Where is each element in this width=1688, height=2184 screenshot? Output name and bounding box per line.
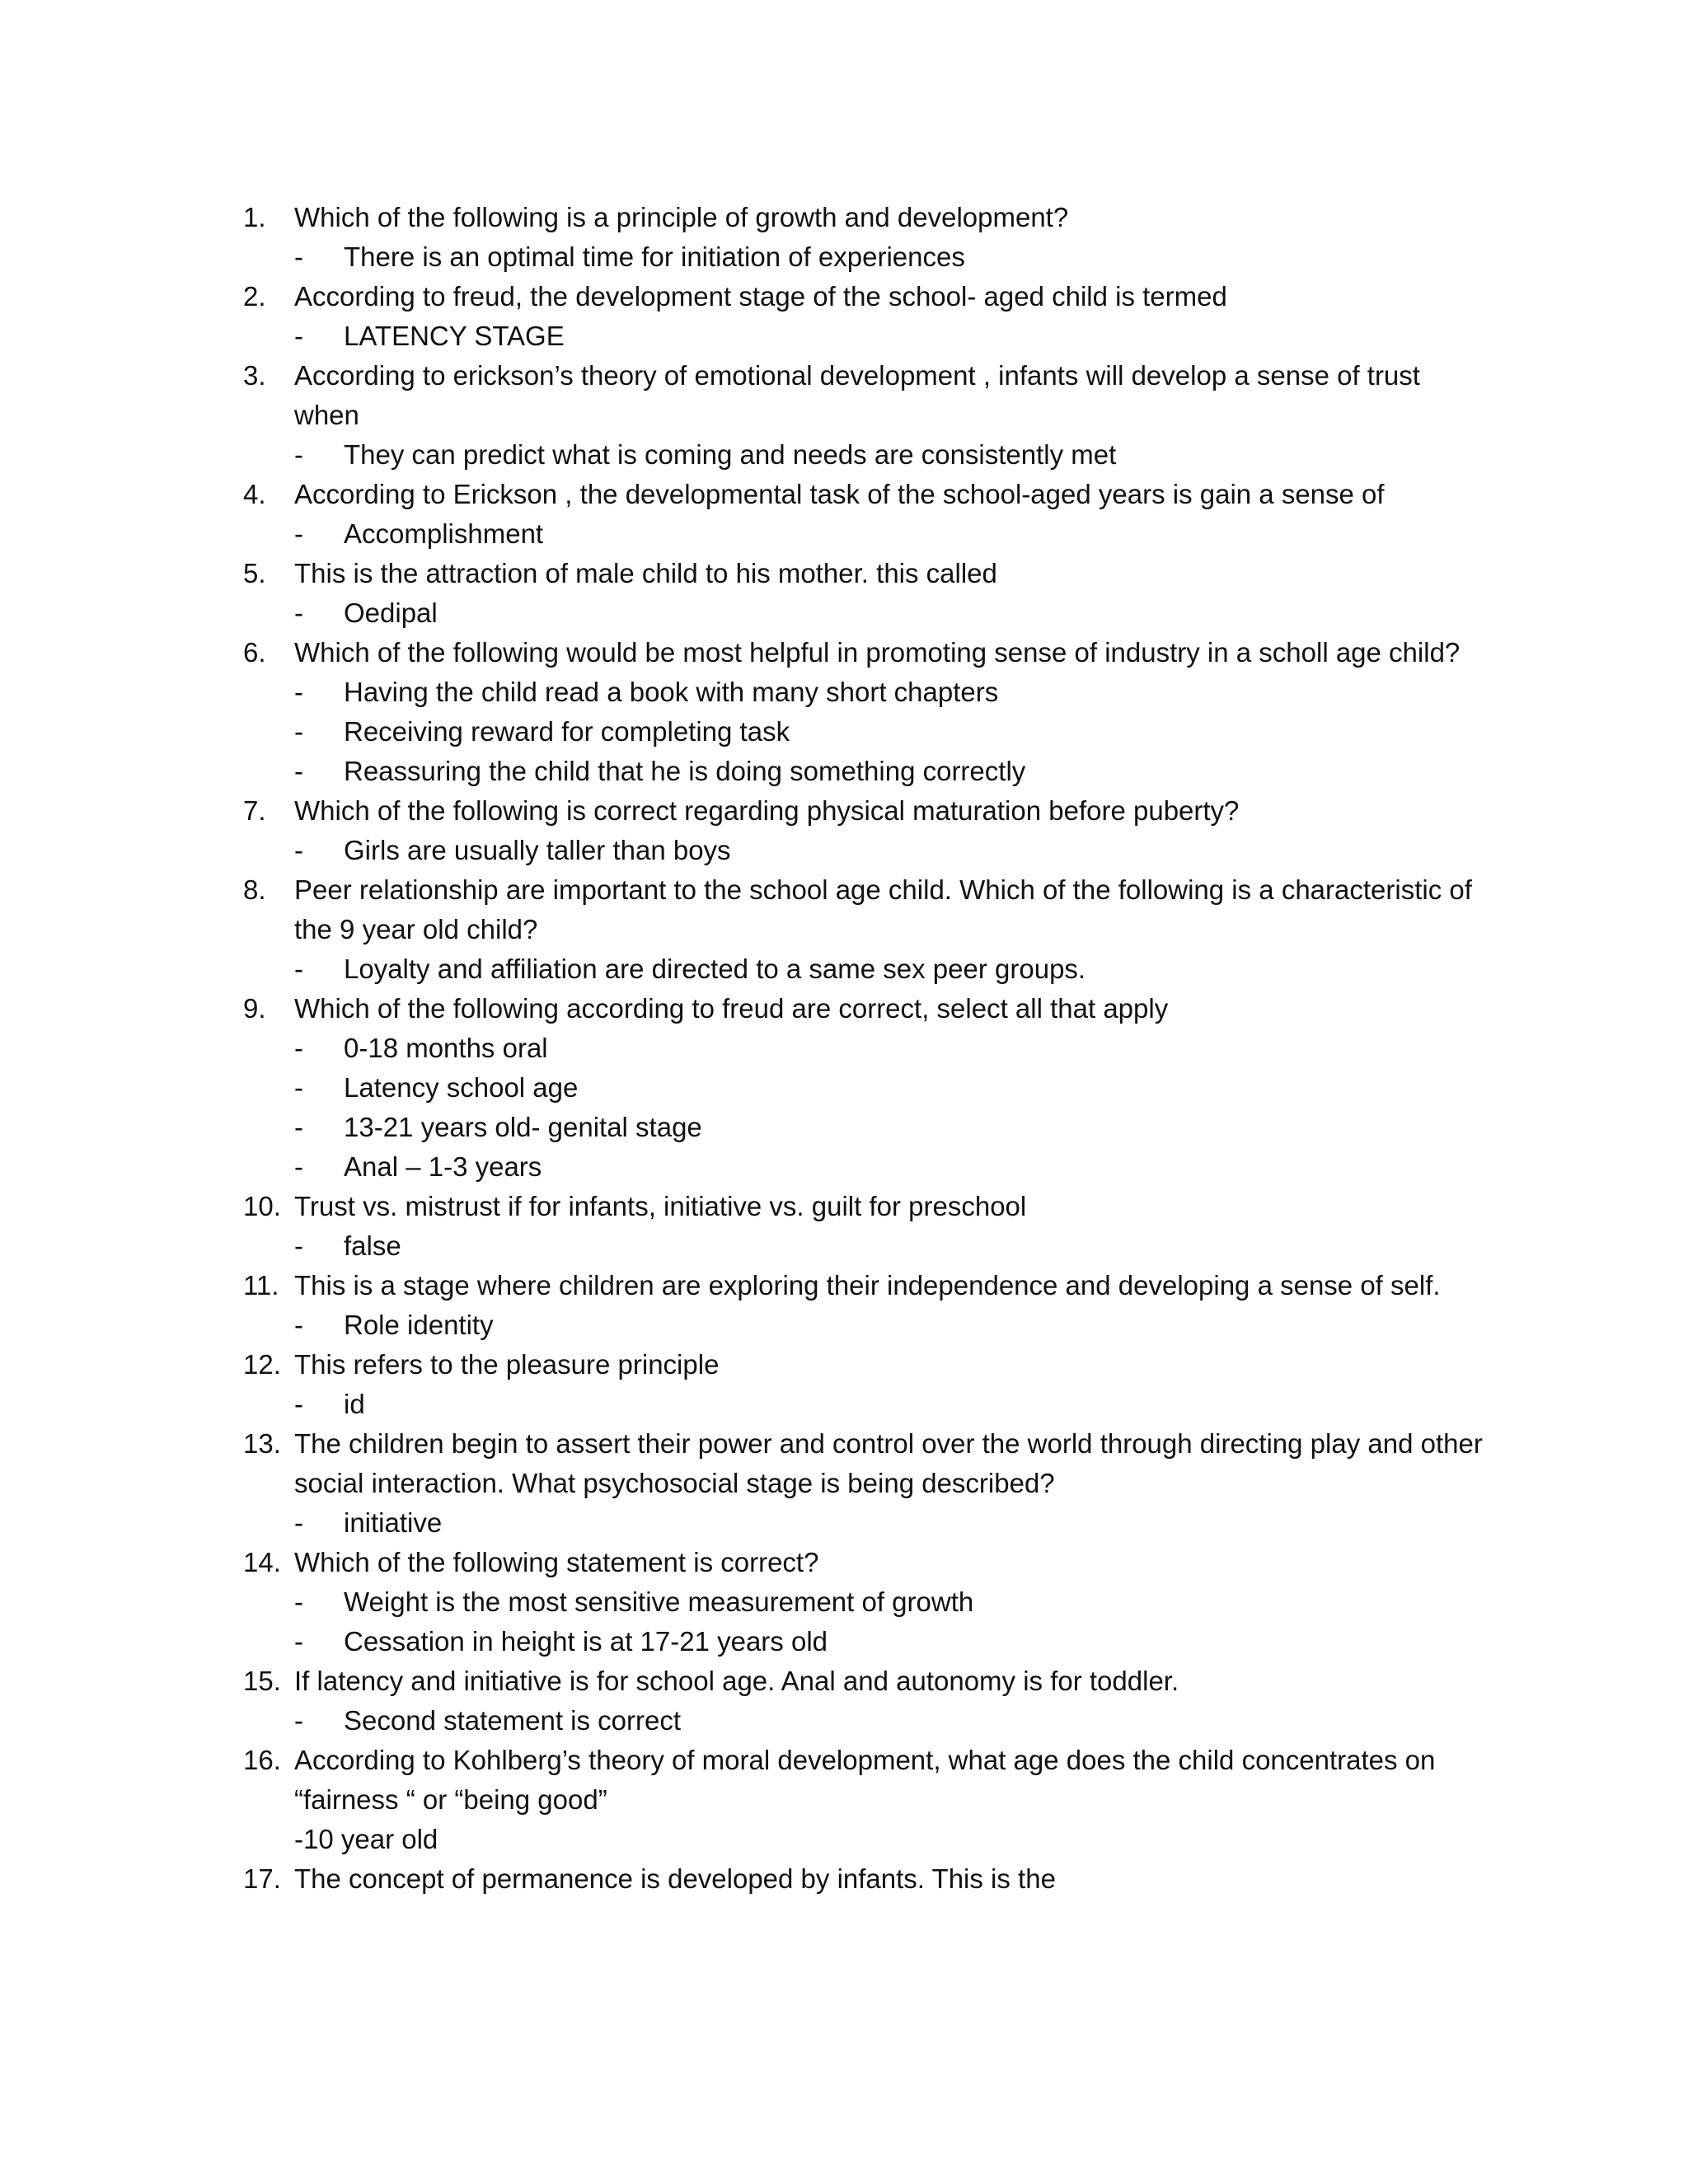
question-number: 16. — [243, 1745, 281, 1775]
answer-dash: - — [294, 1507, 303, 1538]
answer-dash: - — [294, 1310, 303, 1340]
question-number: 13. — [243, 1428, 281, 1459]
answer-dash: - — [294, 677, 303, 707]
answer-item — [243, 831, 1479, 870]
question-number: 10. — [243, 1191, 281, 1221]
answer-item — [243, 1622, 1479, 1661]
answer-text: Cessation in height is at 17-21 years old — [344, 1626, 828, 1657]
answer-text: Latency school age — [344, 1072, 579, 1103]
answer-text: Girls are usually taller than boys — [344, 835, 731, 865]
question-text: Which of the following is a principle of growth and development? — [294, 202, 1069, 232]
answer-dash: - — [294, 321, 303, 351]
answer-dash: - — [294, 1151, 303, 1182]
question-item — [243, 1741, 1479, 1820]
question-item — [243, 475, 1479, 514]
answer-item — [243, 1226, 1479, 1266]
answer-text: Anal – 1-3 years — [344, 1151, 542, 1182]
answer-text: id — [344, 1389, 365, 1419]
question-text: This refers to the pleasure principle — [294, 1349, 720, 1380]
answer-item — [243, 1503, 1479, 1543]
question-text: Which of the following statement is correct? — [294, 1547, 819, 1577]
answer-text: Role identity — [344, 1310, 494, 1340]
answer-item — [243, 949, 1479, 989]
answer-text: They can predict what is coming and needs are consistently met — [344, 439, 1117, 470]
question-item — [243, 1187, 1479, 1226]
question-number: 5. — [243, 558, 266, 588]
answer-item — [243, 1029, 1479, 1068]
answer-text: 0-18 months oral — [344, 1033, 548, 1063]
question-item — [243, 870, 1479, 949]
question-number: 14. — [243, 1547, 281, 1577]
answer-dash: - — [294, 241, 303, 272]
answer-text: Weight is the most sensitive measurement of growth — [344, 1586, 974, 1617]
question-number: 7. — [243, 795, 266, 826]
answer-dash: - — [294, 1626, 303, 1657]
answer-item — [243, 316, 1479, 356]
question-list — [243, 198, 1483, 1899]
question-item — [243, 1345, 1479, 1385]
question-text: If latency and initiative is for school age. Anal and autonomy is for toddler. — [294, 1666, 1179, 1696]
question-item — [243, 1661, 1479, 1701]
answer-dash: - — [294, 1389, 303, 1419]
answer-text: Loyalty and affiliation are directed to a same sex peer groups. — [344, 954, 1086, 984]
answer-text: 13-21 years old- genital stage — [344, 1112, 702, 1142]
answer-item — [243, 1068, 1479, 1108]
answer-dash: - — [294, 756, 303, 786]
answer-dash: - — [294, 835, 303, 865]
question-text: According to erickson’s theory of emotional development , infants will develop a sense of trust when — [294, 360, 1420, 430]
question-number: 8. — [243, 874, 266, 905]
answer-dash: - — [294, 954, 303, 984]
answer-item — [243, 593, 1479, 633]
answer-text: Receiving reward for completing task — [344, 716, 790, 747]
answer-dash: - — [294, 439, 303, 470]
question-text: Which of the following would be most helpful in promoting sense of industry in a scholl age child? — [294, 637, 1461, 668]
question-text: Trust vs. mistrust if for infants, initiative vs. guilt for preschool — [294, 1191, 1027, 1221]
question-item — [243, 1424, 1483, 1503]
question-text: According to Erickson , the developmental task of the school-aged years is gain a sense of — [294, 479, 1385, 509]
answer-text: Accomplishment — [344, 518, 544, 549]
answer-item — [243, 435, 1479, 475]
answer-text: Having the child read a book with many short chapters — [344, 677, 999, 707]
answer-dash: - — [294, 1033, 303, 1063]
question-item — [243, 277, 1479, 316]
answer-dash: - — [294, 1586, 303, 1617]
answer-dash: - — [294, 1112, 303, 1142]
question-text: Which of the following is correct regarding physical maturation before puberty? — [294, 795, 1240, 826]
answer-item — [243, 1147, 1479, 1187]
question-item — [243, 1859, 1479, 1899]
answer-text: Reassuring the child that he is doing something correctly — [344, 756, 1026, 786]
question-item — [243, 554, 1479, 593]
question-text: This is the attraction of male child to his mother. this called — [294, 558, 997, 588]
answer-dash: - — [294, 598, 303, 628]
answer-text: false — [344, 1230, 401, 1261]
answer-item — [243, 237, 1479, 277]
question-number: 11. — [243, 1270, 279, 1301]
question-item — [243, 198, 1479, 237]
question-number: 1. — [243, 202, 266, 232]
question-number: 6. — [243, 637, 266, 668]
question-number: 9. — [243, 993, 266, 1024]
question-text: Which of the following according to freud are correct, select all that apply — [294, 993, 1169, 1024]
answer-text: LATENCY STAGE — [344, 321, 565, 351]
question-item — [243, 791, 1479, 831]
question-item — [243, 1543, 1479, 1582]
answer-item — [243, 1305, 1479, 1345]
question-number: 4. — [243, 479, 266, 509]
answer-text: Second statement is correct — [344, 1705, 682, 1736]
question-number: 12. — [243, 1349, 281, 1380]
question-number: 3. — [243, 360, 266, 391]
question-text: The concept of permanence is developed by infants. This is the — [294, 1863, 1056, 1894]
answer-text: There is an optimal time for initiation of experiences — [344, 241, 965, 272]
question-number: 17. — [243, 1863, 281, 1894]
question-item — [243, 356, 1479, 435]
answer-text: Oedipal — [344, 598, 438, 628]
answer-item — [243, 712, 1479, 752]
question-item — [243, 989, 1479, 1029]
answer-plain: -10 year old — [294, 1824, 438, 1854]
question-item — [243, 1266, 1479, 1305]
answer-dash: - — [294, 716, 303, 747]
answer-item — [243, 1582, 1479, 1622]
answer-item — [243, 1701, 1479, 1741]
answer-text: initiative — [344, 1507, 443, 1538]
answer-dash: - — [294, 518, 303, 549]
question-text: This is a stage where children are exploring their independence and developing a sense of self. — [294, 1270, 1441, 1301]
answer-dash: - — [294, 1230, 303, 1261]
question-number: 2. — [243, 281, 266, 312]
question-text: According to freud, the development stage of the school- aged child is termed — [294, 281, 1227, 312]
question-item — [243, 633, 1479, 673]
answer-item — [243, 752, 1479, 791]
question-text: According to Kohlberg’s theory of moral development, what age does the child concentrates on “fairness “ or “being good” — [294, 1745, 1436, 1815]
answer-item — [243, 1108, 1479, 1147]
answer-item — [243, 673, 1479, 712]
answer-item — [243, 514, 1479, 554]
question-text: The children begin to assert their power and control over the world through directing play and other social interaction. What psychosocial stage is being described? — [294, 1428, 1483, 1498]
answer-item — [243, 1385, 1479, 1424]
question-text: Peer relationship are important to the school age child. Which of the following is a characteristic of the 9 year old child? — [294, 874, 1472, 944]
question-number: 15. — [243, 1666, 281, 1696]
answer-dash: - — [294, 1705, 303, 1736]
answer-dash: - — [294, 1072, 303, 1103]
